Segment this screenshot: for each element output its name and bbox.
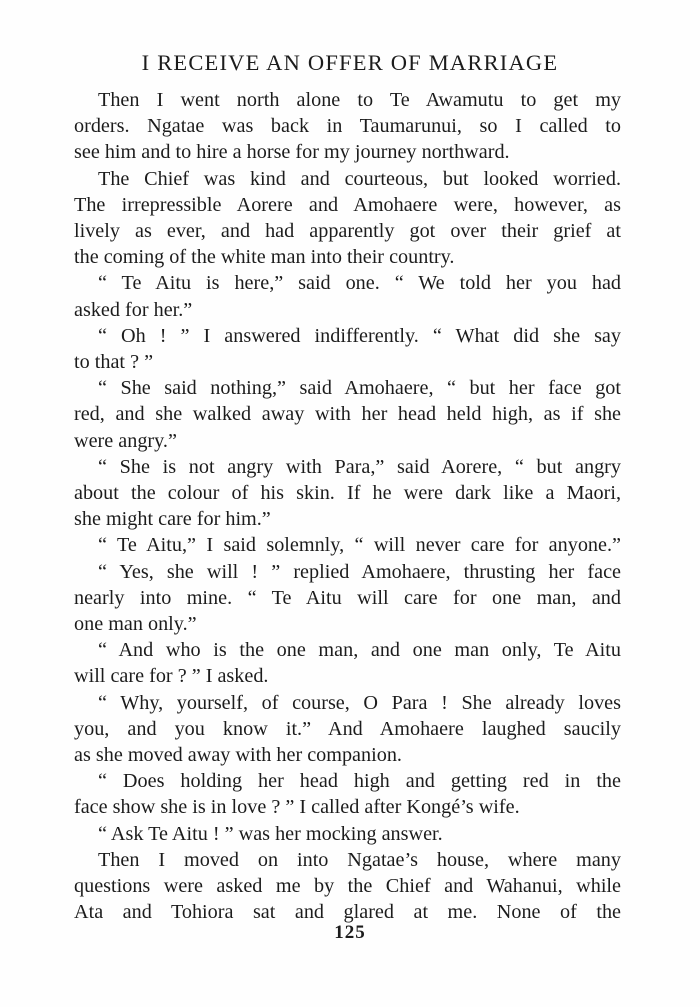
paragraph (50, 637, 621, 689)
text-line: “ She said nothing,” said Amohaere, “ but her face got (98, 377, 621, 400)
text-line: The irrepressible Aorere and Amohaere were, however, as (74, 193, 621, 216)
text-line: to that ? ” (74, 351, 154, 374)
paragraph (50, 690, 621, 769)
text-line: questions were asked me by the Chief and Wahanui, while (74, 875, 621, 898)
text-line: “ She is not angry with Para,” said Aorere, “ but angry (98, 455, 621, 478)
text-line: were angry.” (74, 429, 177, 452)
text-line: see him and to hire a horse for my journey northward. (74, 141, 510, 164)
paragraph (50, 768, 621, 820)
paragraph (50, 323, 621, 375)
paragraph (50, 270, 621, 322)
paragraph (50, 821, 621, 847)
text-line: “ And who is the one man, and one man only, Te Aitu (98, 639, 621, 662)
text-line: face show she is in love ? ” I called after Kongé’s wife. (74, 796, 520, 819)
text-line: The Chief was kind and courteous, but looked worried. (98, 167, 621, 190)
paragraph (50, 847, 621, 926)
text-line: she might care for him.” (74, 508, 271, 531)
text-line: lively as ever, and had apparently got over their grief at (74, 220, 621, 243)
text-line: “ Does holding her head high and getting red in the (98, 770, 621, 793)
text-line: “ Te Aitu is here,” said one. “ We told her you had (98, 272, 621, 295)
text-line: will care for ? ” I asked. (74, 665, 269, 688)
text-line: Then I moved on into Ngatae’s house, where many (98, 848, 621, 871)
text-line: Then I went north alone to Te Awamutu to get my (98, 89, 621, 111)
paragraph (50, 559, 621, 638)
text-line: nearly into mine. “ Te Aitu will care for one man, and (74, 586, 621, 609)
text-line: one man only.” (74, 613, 197, 636)
paragraph (50, 166, 621, 271)
text-line: Ata and Tohiora sat and glared at me. None of the (74, 901, 621, 924)
chapter-heading: I RECEIVE AN OFFER OF MARRIAGE (141, 50, 559, 75)
text-line: “ Ask Te Aitu ! ” was her mocking answer. (98, 822, 443, 845)
text-line: you, and you know it.” And Amohaere laughed saucily (74, 717, 621, 740)
text-line: “ Oh ! ” I answered indifferently. “ What did she say (98, 324, 621, 347)
page-number: 125 (334, 922, 366, 943)
paragraph (50, 532, 621, 558)
text-line: the coming of the white man into their country. (74, 246, 455, 269)
text-line: “ Why, yourself, of course, O Para ! She already loves (98, 691, 621, 714)
text-line: orders. Ngatae was back in Taumarunui, so I called to (74, 115, 621, 138)
body-text (50, 87, 621, 926)
paragraph (50, 87, 621, 166)
text-line: red, and she walked away with her head held high, as if she (74, 403, 621, 426)
paragraph (50, 454, 621, 533)
text-line: about the colour of his skin. If he were dark like a Maori, (74, 482, 621, 505)
text-line: asked for her.” (74, 298, 193, 321)
text-line: “ Yes, she will ! ” replied Amohaere, thrusting her face (98, 560, 621, 583)
text-line: “ Te Aitu,” I said solemnly, “ will never care for anyone.” (98, 534, 621, 557)
text-line: as she moved away with her companion. (74, 744, 402, 767)
paragraph (50, 375, 621, 454)
